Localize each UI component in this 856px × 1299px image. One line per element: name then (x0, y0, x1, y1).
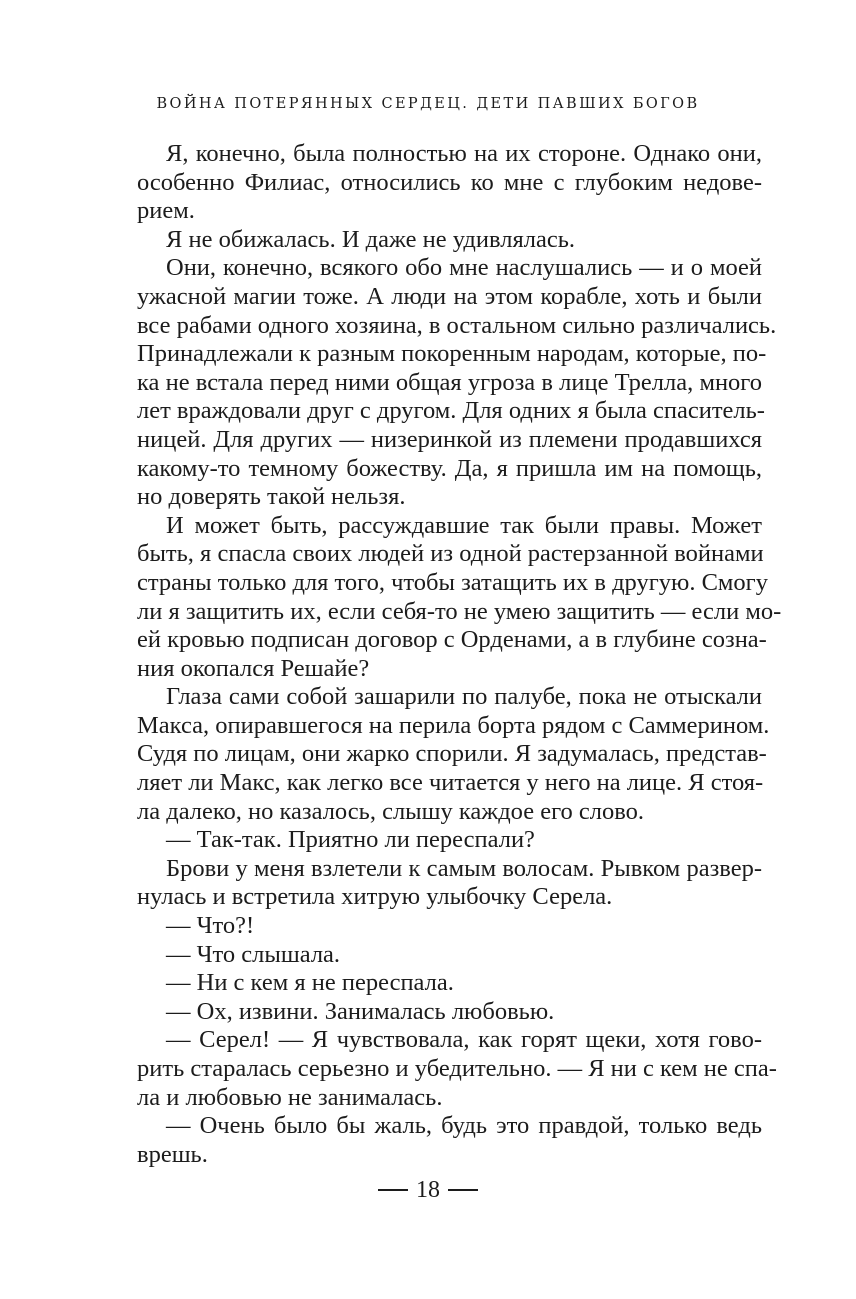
text-line: — Так-так. Приятно ли переспали? (166, 826, 535, 854)
text-line: но доверять такой нельзя. (137, 483, 406, 511)
text-line: ла далеко, но казалось, слышу каждое его слово. (137, 797, 645, 825)
text-line: Судя по лицам, они жарко спорили. Я задумалась, представ- (137, 740, 767, 768)
running-head: ВОЙНА ПОТЕРЯННЫХ СЕРДЕЦ. ДЕТИ ПАВШИХ БОГОВ (156, 96, 700, 112)
page-number (0, 1176, 856, 1204)
folio-dash-left (378, 1189, 408, 1191)
text-line: рить старалась серьезно и убедительно. — Я ни с кем не спа- (137, 1055, 777, 1082)
text-line: Я не обижалась. И даже не удивлялась. (166, 225, 575, 253)
text-line: — Ох, извини. Занималась любовью. (166, 997, 555, 1025)
text-line: Глаза сами собой зашарили по палубе, пока не отыскали (166, 683, 762, 711)
text-line: И может быть, рассуждавшие так были правы. Может (166, 511, 762, 539)
text-line: ка не встала перед ними общая угроза в лице Трелла, много (137, 368, 762, 396)
text-line: ла и любовью не занималась. (137, 1083, 443, 1111)
text-line: Они, конечно, всякого обо мне наслушались — и о моей (166, 254, 762, 282)
body-text (137, 140, 782, 1169)
text-line: — Очень было бы жаль, будь это правдой, только ведь (166, 1112, 762, 1140)
text-line: какому-то темному божеству. Да, я пришла им на помощь, (137, 454, 762, 482)
text-line: быть, я спасла своих людей из одной растерзанной войнами (137, 540, 764, 568)
text-line: Я, конечно, была полностью на их стороне. Однако они, (166, 140, 762, 167)
text-line: — Что слышала. (166, 940, 341, 968)
text-line: ей кровью подписан договор с Орденами, а в глубине созна- (137, 626, 767, 654)
text-line: рием. (137, 197, 195, 225)
text-line: ужасной магии тоже. А люди на этом корабле, хоть и были (137, 282, 762, 310)
text-line: нулась и встретила хитрую улыбочку Серела. (137, 883, 613, 911)
text-line: — Серел! — Я чувствовала, как горят щеки, хотя гово- (166, 1026, 762, 1054)
text-line: лет враждовали друг с другом. Для одних я была спаситель- (137, 397, 765, 425)
text-line: ли я защитить их, если себя-то не умею защитить — если мо- (137, 597, 782, 625)
text-line: Брови у меня взлетели к самым волосам. Рывком развер- (166, 854, 762, 882)
folio-dash-right (448, 1189, 478, 1191)
text-line: — Что?! (166, 912, 255, 940)
text-line: Макса, опиравшегося на перила борта рядом с Саммерином. (137, 711, 770, 739)
text-line: Принадлежали к разным покоренным народам, которые, по- (137, 340, 767, 368)
text-line: все рабами одного хозяина, в остальном сильно различались. (137, 311, 777, 339)
text-line: ницей. Для других — низеринкой из племени продавшихся (137, 425, 762, 453)
text-line: ния окопался Решайе? (137, 654, 370, 682)
page-number-text: 18 (416, 1177, 440, 1203)
text-line: — Ни с кем я не переспала. (166, 969, 454, 997)
text-line: особенно Филиас, относились ко мне с глубоким недове- (137, 168, 762, 196)
text-line: страны только для того, чтобы затащить их в другую. Смогу (137, 568, 768, 596)
text-line: врешь. (137, 1140, 208, 1168)
text-line: ляет ли Макс, как легко все читается у него на лице. Я стоя- (137, 769, 764, 797)
